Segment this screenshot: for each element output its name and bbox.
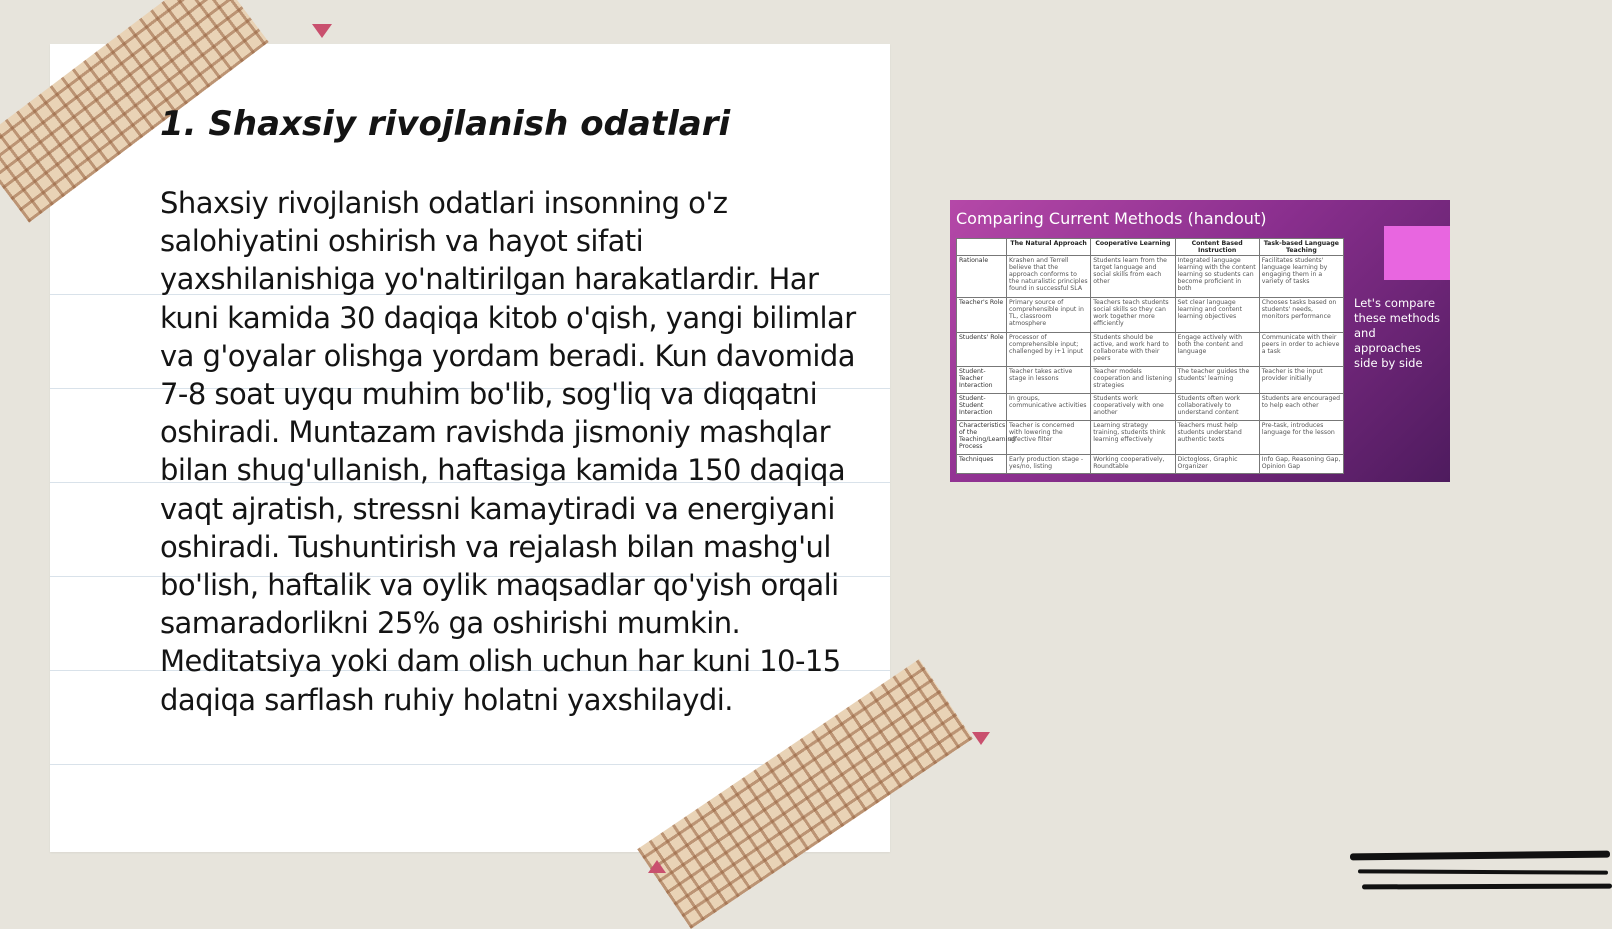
table-cell: Teachers teach students social skills so they can work together more efficiently (1091, 298, 1175, 332)
body-paragraph: Shaxsiy rivojlanish odatlari insonning o'z salohiyatini oshirish va hayot sifati yaxshilanishiga yo'naltirilgan harakatlardir. Har kuni kamida 30 daqiqa kitob o'qish, yangi bilimlar va g'oyalar olishga yordam beradi. Kun davomida 7-8 soat uyqu muhim bo'lib, sog'liq va diqqatni oshiradi. Muntazam ravishda jismoniy mashqlar bilan shug'ullanish, haftasiga kamida 150 daqiqa vaqt ajratish, stressni kamaytiradi va energiyani oshiradi. Tushuntirish va rejalash bilan mashg'ul bo'lish, haftalik va oylik maqsadlar qo'yish orqali samaradorlikni 25% ga oshirishi mumkin. Meditatsiya yoki dam olish uchun har kuni 10-15 daqiqa sarflash ruhiy holatni yaxshilaydi. (160, 186, 856, 717)
slide-accent-square (1384, 226, 1450, 280)
table-cell: Integrated language learning with the content learning so students can become proficient in both (1175, 256, 1259, 298)
table-corner-cell (957, 239, 1007, 256)
table-cell: Teacher takes active stage in lessons (1007, 367, 1091, 394)
table-row-label: Student-Teacher Interaction (957, 367, 1007, 394)
section-heading: 1. Shaxsiy rivojlanish odatlari (160, 104, 731, 144)
table-cell: Dictogloss, Graphic Organizer (1175, 455, 1259, 474)
table-column-header: Content Based Instruction (1175, 239, 1259, 256)
table-cell: Communicate with their peers in order to achieve a task (1259, 332, 1343, 366)
table-cell: Working cooperatively, Roundtable (1091, 455, 1175, 474)
table-cell: Students often work collaboratively to understand content (1175, 393, 1259, 420)
table-row (957, 455, 1344, 474)
table-cell: Primary source of comprehensible input in TL, classroom atmosphere (1007, 298, 1091, 332)
table-row (957, 393, 1344, 420)
table-row (957, 332, 1344, 366)
table-cell: Teacher is concerned with lowering the affective filter (1007, 420, 1091, 454)
table-cell: Learning strategy training, students think learning effectively (1091, 420, 1175, 454)
marker-stroke (1358, 869, 1608, 874)
slide-note: Let's compare these methods and approaches side by side (1354, 296, 1440, 370)
table-row-label: Students' Role (957, 332, 1007, 366)
table-cell: Students work cooperatively with one another (1091, 393, 1175, 420)
handout-slide-image (950, 200, 1450, 482)
table-cell: Teacher is the input provider initially (1259, 367, 1343, 394)
table-cell: Early production stage - yes/no, listing (1007, 455, 1091, 474)
table-cell: Chooses tasks based on students' needs, monitors performance (1259, 298, 1343, 332)
table-column-header: Task-based Language Teaching (1259, 239, 1343, 256)
heart-pin-icon (312, 24, 332, 38)
table-cell: Teacher models cooperation and listening strategies (1091, 367, 1175, 394)
table-column-header: Cooperative Learning (1091, 239, 1175, 256)
table-cell: Engage actively with both the content and language (1175, 332, 1259, 366)
table-cell: In groups, communicative activities (1007, 393, 1091, 420)
table-cell: Facilitates students' language learning by engaging them in a variety of tasks (1259, 256, 1343, 298)
table-cell: Teachers must help students understand authentic texts (1175, 420, 1259, 454)
table-cell: The teacher guides the students' learning (1175, 367, 1259, 394)
marker-stroke (1350, 851, 1610, 861)
table-row (957, 367, 1344, 394)
table-cell: Students learn from the target language and social skills from each other (1091, 256, 1175, 298)
table-row-label: Rationale (957, 256, 1007, 298)
table-cell: Students are encouraged to help each other (1259, 393, 1343, 420)
heart-pin-icon (648, 860, 666, 873)
table-cell: Students should be active, and work hard to collaborate with their peers (1091, 332, 1175, 366)
slide-title: Comparing Current Methods (handout) (956, 209, 1267, 228)
table-row (957, 298, 1344, 332)
table-cell: Krashen and Terrell believe that the approach conforms to the naturalistic principles found in successful SLA (1007, 256, 1091, 298)
comparison-table-grid (956, 238, 1344, 474)
table-cell: Info Gap, Reasoning Gap, Opinion Gap (1259, 455, 1343, 474)
table-row-label: Characteristics of the Teaching/Learning Process (957, 420, 1007, 454)
comparison-table (956, 238, 1344, 474)
table-cell: Set clear language learning and content learning objectives (1175, 298, 1259, 332)
table-header-row (957, 239, 1344, 256)
table-cell: Pre-task, introduces language for the lesson (1259, 420, 1343, 454)
table-row (957, 420, 1344, 454)
table-column-header: The Natural Approach (1007, 239, 1091, 256)
table-row-label: Teacher's Role (957, 298, 1007, 332)
heart-pin-icon (972, 732, 990, 745)
table-row (957, 256, 1344, 298)
table-row-label: Techniques (957, 455, 1007, 474)
table-row-label: Student-Student Interaction (957, 393, 1007, 420)
marker-stroke (1362, 884, 1612, 890)
table-cell: Processor of comprehensible input; challenged by i+1 input (1007, 332, 1091, 366)
